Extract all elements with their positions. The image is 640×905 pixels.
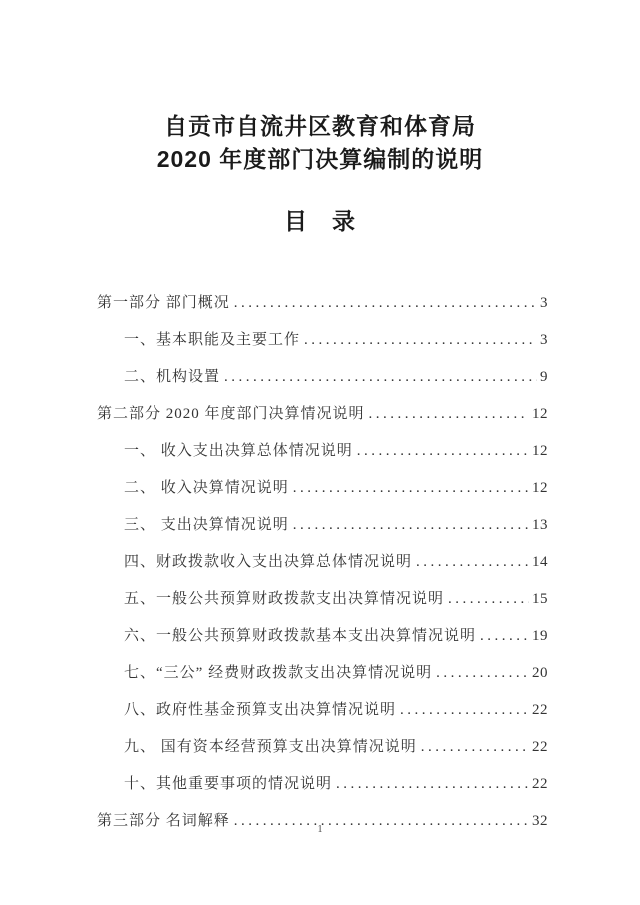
- toc-entry-label: 八、政府性基金预算支出决算情况说明: [124, 702, 397, 718]
- toc-entry-label: 一、基本职能及主要工作: [124, 332, 301, 348]
- toc-entry[interactable]: [97, 359, 548, 396]
- toc-entry-label: 十、其他重要事项的情况说明: [124, 776, 333, 792]
- toc-entry[interactable]: [97, 692, 548, 729]
- toc-dot-leader: [421, 729, 529, 766]
- toc-entry-page-number: 3: [540, 295, 548, 311]
- toc-entry-page-number: 14: [532, 554, 548, 570]
- toc-entry[interactable]: [97, 544, 548, 581]
- toc-entry-label: 七、“三公” 经费财政拨款支出决算情况说明: [124, 665, 433, 681]
- toc-entry-page-number: 15: [532, 591, 548, 607]
- toc-dot-leader: [293, 507, 529, 544]
- toc-entry-page-number: 22: [532, 739, 548, 755]
- toc-dot-leader: [448, 581, 529, 618]
- toc-dot-leader: [293, 470, 529, 507]
- toc-entry[interactable]: [97, 729, 548, 766]
- toc-dot-leader: [304, 322, 537, 359]
- toc-entry-label: 九、 国有资本经营预算支出决算情况说明: [124, 739, 417, 755]
- toc-entry-page-number: 22: [532, 702, 548, 718]
- toc-entry-page-number: 22: [532, 776, 548, 792]
- toc-dot-leader: [480, 618, 529, 655]
- toc-entry-label: 一、 收入支出决算总体情况说明: [124, 443, 353, 459]
- toc-entry-page-number: 19: [532, 628, 548, 644]
- toc-entry-page-number: 12: [532, 406, 548, 422]
- toc-dot-leader: [369, 396, 529, 433]
- toc-entry[interactable]: [97, 581, 548, 618]
- table-of-contents: [97, 285, 548, 840]
- toc-entry[interactable]: [97, 396, 548, 433]
- toc-dot-leader: [336, 766, 529, 803]
- toc-entry[interactable]: [97, 655, 548, 692]
- toc-entry-label: 二、 收入决算情况说明: [124, 480, 289, 496]
- toc-dot-leader: [400, 692, 529, 729]
- toc-dot-leader: [416, 544, 529, 581]
- toc-dot-leader: [224, 359, 537, 396]
- toc-entry[interactable]: [97, 507, 548, 544]
- toc-entry[interactable]: [97, 470, 548, 507]
- toc-entry[interactable]: [97, 618, 548, 655]
- toc-entry-label: 四、财政拨款收入支出决算总体情况说明: [124, 554, 413, 570]
- toc-heading: 目 录: [284, 208, 356, 234]
- toc-entry-page-number: 9: [540, 369, 548, 385]
- toc-entry-page-number: 12: [532, 443, 548, 459]
- toc-entry[interactable]: [97, 285, 548, 322]
- toc-entry-page-number: 13: [532, 517, 548, 533]
- footer-page-number: 1: [317, 824, 323, 835]
- toc-dot-leader: [436, 655, 529, 692]
- toc-entry-page-number: 20: [532, 665, 548, 681]
- toc-entry-page-number: 12: [532, 480, 548, 496]
- toc-entry-page-number: 32: [532, 813, 548, 829]
- toc-entry-label: 二、机构设置: [124, 369, 221, 385]
- document-title-line1: 自贡市自流井区教育和体育局: [164, 113, 476, 139]
- toc-dot-leader: [357, 433, 529, 470]
- toc-entry-label: 第三部分 名词解释: [97, 813, 230, 829]
- toc-entry[interactable]: [97, 433, 548, 470]
- toc-entry-label: 第二部分 2020 年度部门决算情况说明: [97, 406, 365, 422]
- document-title-line2: 2020 年度部门决算编制的说明: [156, 146, 484, 172]
- document-title: [0, 110, 640, 176]
- toc-entry-label: 六、一般公共预算财政拨款基本支出决算情况说明: [124, 628, 477, 644]
- toc-entry-label: 五、一般公共预算财政拨款支出决算情况说明: [124, 591, 445, 607]
- toc-entry[interactable]: [97, 322, 548, 359]
- toc-entry[interactable]: [97, 766, 548, 803]
- toc-entry-label: 三、 支出决算情况说明: [124, 517, 289, 533]
- toc-entry-label: 第一部分 部门概况: [97, 295, 230, 311]
- toc-dot-leader: [234, 285, 537, 322]
- toc-entry-page-number: 3: [540, 332, 548, 348]
